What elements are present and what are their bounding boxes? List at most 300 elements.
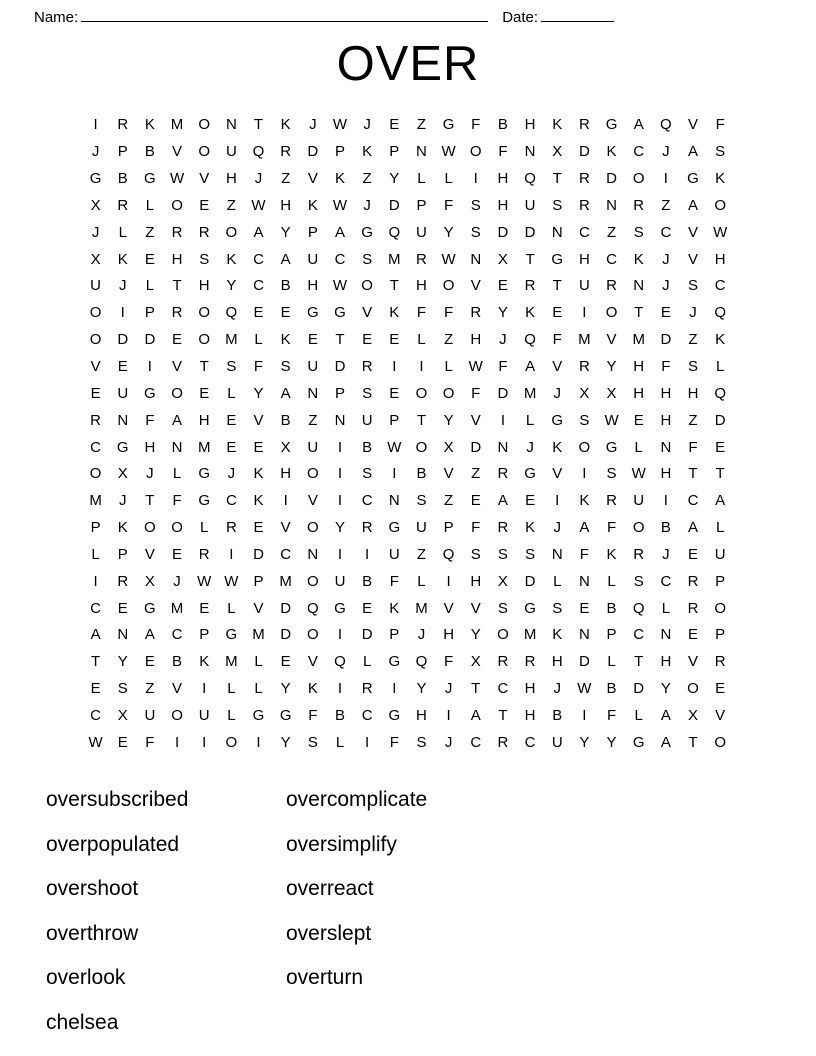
grid-cell[interactable]: L [172, 465, 182, 483]
grid-cell[interactable]: W [441, 143, 456, 161]
grid-cell[interactable]: W [332, 116, 348, 134]
grid-cell[interactable]: B [660, 519, 671, 537]
grid-cell[interactable]: R [497, 519, 509, 537]
date-field[interactable] [502, 8, 614, 26]
grid-cell[interactable]: Q [334, 653, 346, 671]
grid-cell[interactable]: Q [388, 223, 401, 241]
grid-cell[interactable]: E [144, 250, 155, 268]
grid-cell[interactable]: S [362, 250, 373, 268]
grid-cell[interactable]: L [254, 653, 263, 671]
grid-cell[interactable]: K [389, 304, 400, 322]
grid-cell[interactable]: A [525, 358, 536, 376]
grid-cell[interactable]: C [633, 143, 645, 161]
grid-cell[interactable]: Y [606, 733, 617, 751]
grid-cell[interactable]: P [443, 519, 454, 537]
grid-cell[interactable]: M [415, 599, 428, 617]
grid-cell[interactable]: V [688, 250, 699, 268]
grid-cell[interactable]: C [253, 250, 264, 268]
grid-cell[interactable]: O [361, 277, 373, 295]
grid-cell[interactable]: A [660, 706, 671, 724]
grid-cell[interactable]: G [306, 304, 319, 322]
grid-cell[interactable]: D [280, 626, 292, 644]
grid-cell[interactable]: C [497, 680, 509, 698]
grid-cell[interactable]: F [389, 733, 399, 751]
grid-cell[interactable]: N [524, 143, 536, 161]
grid-cell[interactable]: B [497, 116, 508, 134]
grid-cell[interactable]: Y [280, 733, 291, 751]
grid-cell[interactable]: E [715, 438, 726, 456]
grid-cell[interactable]: M [225, 331, 238, 349]
grid-cell[interactable]: L [417, 572, 426, 590]
grid-cell[interactable]: Y [497, 304, 508, 322]
grid-cell[interactable]: K [334, 170, 345, 188]
grid-cell[interactable]: R [497, 733, 509, 751]
grid-cell[interactable]: A [280, 384, 291, 402]
grid-cell[interactable]: I [663, 492, 668, 510]
grid-cell[interactable]: I [555, 492, 560, 510]
grid-cell[interactable]: O [415, 438, 428, 456]
grid-cell[interactable]: M [279, 572, 292, 590]
grid-cell[interactable]: E [226, 438, 237, 456]
grid-cell[interactable]: D [117, 331, 129, 349]
grid-cell[interactable]: J [689, 304, 697, 322]
grid-cell[interactable]: G [144, 599, 156, 617]
grid-cell[interactable]: L [227, 706, 236, 724]
grid-cell[interactable]: A [633, 116, 644, 134]
grid-cell[interactable]: L [91, 545, 100, 563]
grid-cell[interactable]: O [714, 196, 726, 214]
grid-cell[interactable]: A [470, 706, 481, 724]
grid-cell[interactable]: M [388, 250, 401, 268]
grid-cell[interactable]: I [337, 626, 343, 644]
grid-cell[interactable]: M [523, 384, 537, 402]
grid-cell[interactable]: K [253, 465, 264, 483]
grid-cell[interactable]: F [444, 196, 454, 214]
grid-cell[interactable]: N [551, 223, 563, 241]
grid-cell[interactable]: I [202, 733, 207, 751]
grid-cell[interactable]: K [362, 143, 373, 161]
grid-cell[interactable]: S [688, 277, 699, 295]
grid-cell[interactable]: I [93, 572, 98, 590]
grid-cell[interactable]: J [499, 331, 507, 349]
grid-cell[interactable]: M [523, 626, 537, 644]
grid-cell[interactable]: J [118, 492, 127, 510]
grid-cell[interactable]: E [579, 599, 590, 617]
grid-cell[interactable]: J [553, 680, 561, 698]
grid-cell[interactable]: H [198, 411, 210, 429]
grid-cell[interactable]: J [662, 250, 670, 268]
grid-cell[interactable]: D [714, 411, 726, 429]
grid-cell[interactable]: Q [524, 331, 536, 349]
grid-cell[interactable]: U [334, 572, 346, 590]
grid-cell[interactable]: E [362, 599, 373, 617]
grid-cell[interactable]: T [525, 250, 535, 268]
grid-cell[interactable]: V [307, 170, 318, 188]
grid-cell[interactable]: S [552, 196, 563, 214]
grid-cell[interactable]: C [470, 733, 482, 751]
grid-cell[interactable]: K [579, 492, 590, 510]
grid-cell[interactable]: I [663, 170, 668, 188]
grid-cell[interactable]: D [524, 223, 536, 241]
grid-cell[interactable]: D [497, 223, 509, 241]
grid-cell[interactable]: T [253, 116, 264, 134]
grid-cell[interactable]: D [578, 653, 590, 671]
grid-cell[interactable]: E [253, 438, 264, 456]
grid-cell[interactable]: N [551, 545, 563, 563]
grid-cell[interactable]: L [254, 331, 263, 349]
grid-cell[interactable]: S [715, 143, 726, 161]
grid-cell[interactable]: Y [253, 384, 264, 402]
grid-cell[interactable]: I [446, 572, 451, 590]
grid-cell[interactable]: T [172, 277, 182, 295]
grid-cell[interactable]: F [444, 653, 454, 671]
grid-cell[interactable]: T [389, 277, 399, 295]
grid-cell[interactable]: C [334, 250, 346, 268]
date-write-line[interactable] [541, 8, 614, 22]
grid-cell[interactable]: R [90, 411, 101, 429]
grid-cell[interactable]: L [145, 277, 155, 295]
grid-cell[interactable]: C [280, 545, 292, 563]
grid-cell[interactable]: P [334, 384, 345, 402]
grid-cell[interactable]: H [524, 706, 536, 724]
grid-cell[interactable]: V [253, 411, 264, 429]
grid-cell[interactable]: O [687, 680, 699, 698]
grid-cell[interactable]: N [117, 626, 129, 644]
grid-cell[interactable]: U [225, 143, 237, 161]
grid-cell[interactable]: C [606, 250, 617, 268]
grid-cell[interactable]: O [306, 465, 319, 483]
grid-cell[interactable]: I [337, 465, 343, 483]
grid-cell[interactable]: L [200, 519, 209, 537]
grid-cell[interactable]: D [280, 599, 292, 617]
grid-cell[interactable]: J [118, 277, 127, 295]
grid-cell[interactable]: O [578, 438, 591, 456]
grid-cell[interactable]: K [525, 519, 536, 537]
grid-cell[interactable]: W [169, 170, 185, 188]
grid-cell[interactable]: E [280, 304, 291, 322]
grid-cell[interactable]: Z [688, 411, 698, 429]
grid-cell[interactable]: C [578, 223, 590, 241]
grid-cell[interactable]: S [633, 223, 644, 241]
grid-cell[interactable]: Q [252, 143, 265, 161]
grid-cell[interactable]: E [199, 196, 210, 214]
grid-cell[interactable]: O [306, 572, 319, 590]
grid-cell[interactable]: V [172, 680, 183, 698]
grid-cell[interactable]: D [361, 626, 373, 644]
grid-cell[interactable]: J [553, 519, 561, 537]
grid-cell[interactable]: I [147, 358, 152, 376]
grid-cell[interactable]: V [688, 116, 699, 134]
grid-cell[interactable]: I [120, 304, 125, 322]
grid-cell[interactable]: S [470, 545, 481, 563]
grid-cell[interactable]: L [716, 519, 725, 537]
grid-cell[interactable]: T [552, 170, 562, 188]
grid-cell[interactable]: X [443, 438, 454, 456]
grid-cell[interactable]: W [332, 277, 348, 295]
grid-cell[interactable]: O [198, 304, 211, 322]
grid-cell[interactable]: L [607, 653, 616, 671]
grid-cell[interactable]: N [497, 438, 509, 456]
grid-cell[interactable]: J [173, 572, 181, 590]
grid-cell[interactable]: F [606, 519, 617, 537]
grid-cell[interactable]: O [225, 733, 238, 751]
grid-cell[interactable]: S [552, 599, 563, 617]
grid-cell[interactable]: A [280, 250, 291, 268]
grid-cell[interactable]: Q [415, 653, 428, 671]
grid-cell[interactable]: K [552, 116, 563, 134]
grid-cell[interactable]: R [633, 545, 645, 563]
grid-cell[interactable]: F [606, 706, 617, 724]
grid-cell[interactable]: G [632, 733, 645, 751]
name-write-line[interactable] [81, 8, 488, 22]
grid-cell[interactable]: N [117, 411, 129, 429]
grid-cell[interactable]: A [172, 411, 183, 429]
word-list-item[interactable]: oversimplify [286, 832, 397, 856]
grid-cell[interactable]: W [713, 223, 728, 241]
grid-cell[interactable]: M [632, 331, 645, 349]
grid-cell[interactable]: S [307, 733, 318, 751]
grid-cell[interactable]: E [199, 599, 210, 617]
grid-cell[interactable]: C [660, 572, 672, 590]
grid-cell[interactable]: C [714, 277, 726, 295]
grid-cell[interactable]: U [524, 196, 536, 214]
grid-cell[interactable]: O [89, 331, 102, 349]
grid-cell[interactable]: A [90, 626, 101, 644]
word-list-item[interactable]: overcomplicate [286, 788, 428, 811]
grid-cell[interactable]: V [470, 599, 481, 617]
grid-cell[interactable]: O [605, 304, 618, 322]
grid-cell[interactable]: H [416, 277, 427, 295]
grid-cell[interactable]: U [633, 492, 645, 510]
word-list-item[interactable]: chelsea [46, 1010, 119, 1034]
grid-cell[interactable]: O [442, 384, 455, 402]
grid-cell[interactable]: J [526, 438, 534, 456]
grid-cell[interactable]: A [497, 492, 508, 510]
grid-cell[interactable]: Y [443, 411, 454, 429]
grid-cell[interactable]: T [688, 465, 698, 483]
grid-cell[interactable]: E [470, 492, 481, 510]
grid-cell[interactable]: J [91, 143, 100, 161]
grid-cell[interactable]: Y [334, 519, 345, 537]
grid-cell[interactable]: X [688, 706, 699, 724]
grid-cell[interactable]: D [606, 170, 617, 188]
grid-cell[interactable]: I [419, 358, 424, 376]
grid-cell[interactable]: P [389, 411, 400, 429]
grid-cell[interactable]: P [117, 143, 128, 161]
grid-cell[interactable]: J [553, 384, 561, 402]
grid-cell[interactable]: E [90, 680, 101, 698]
grid-cell[interactable]: K [144, 116, 155, 134]
grid-cell[interactable]: L [444, 170, 453, 188]
grid-cell[interactable]: I [256, 733, 261, 751]
grid-cell[interactable]: G [361, 223, 373, 241]
grid-cell[interactable]: L [444, 358, 453, 376]
grid-cell[interactable]: G [198, 492, 211, 510]
grid-cell[interactable]: U [388, 545, 400, 563]
grid-cell[interactable]: F [471, 519, 481, 537]
grid-cell[interactable]: R [687, 572, 699, 590]
grid-cell[interactable]: L [716, 358, 725, 376]
grid-cell[interactable]: I [473, 170, 478, 188]
grid-cell[interactable]: H [225, 170, 237, 188]
grid-cell[interactable]: B [172, 653, 183, 671]
grid-cell[interactable]: T [90, 653, 101, 671]
grid-cell[interactable]: P [389, 143, 400, 161]
grid-cell[interactable]: N [307, 545, 319, 563]
grid-cell[interactable]: K [552, 438, 563, 456]
grid-cell[interactable]: F [145, 411, 155, 429]
grid-cell[interactable]: B [144, 143, 155, 161]
grid-cell[interactable]: A [144, 626, 155, 644]
grid-cell[interactable]: O [306, 626, 319, 644]
grid-cell[interactable]: W [604, 411, 619, 429]
grid-cell[interactable]: V [688, 653, 699, 671]
grid-cell[interactable]: K [633, 250, 644, 268]
grid-cell[interactable]: G [388, 519, 401, 537]
grid-cell[interactable]: A [715, 492, 726, 510]
grid-cell[interactable]: C [90, 599, 101, 617]
grid-cell[interactable]: H [524, 116, 536, 134]
grid-cell[interactable]: Z [444, 331, 454, 349]
grid-cell[interactable]: K [715, 170, 726, 188]
grid-cell[interactable]: O [171, 706, 183, 724]
grid-cell[interactable]: V [172, 143, 183, 161]
grid-cell[interactable]: L [417, 331, 426, 349]
grid-cell[interactable]: R [117, 572, 129, 590]
grid-cell[interactable]: Z [606, 223, 617, 241]
grid-cell[interactable]: I [582, 465, 587, 483]
grid-cell[interactable]: P [606, 626, 617, 644]
grid-cell[interactable]: I [93, 116, 98, 134]
grid-cell[interactable]: V [144, 545, 155, 563]
grid-cell[interactable]: M [170, 599, 184, 617]
grid-cell[interactable]: M [225, 653, 238, 671]
grid-cell[interactable]: L [525, 411, 535, 429]
grid-cell[interactable]: N [171, 438, 183, 456]
grid-cell[interactable]: Z [226, 196, 236, 214]
grid-cell[interactable]: L [661, 599, 671, 617]
grid-cell[interactable]: M [578, 331, 591, 349]
grid-cell[interactable]: S [362, 465, 373, 483]
grid-cell[interactable]: D [470, 438, 482, 456]
grid-cell[interactable]: E [172, 545, 183, 563]
grid-cell[interactable]: V [307, 492, 318, 510]
grid-cell[interactable]: U [416, 519, 427, 537]
grid-cell[interactable]: I [174, 733, 180, 751]
grid-cell[interactable]: O [714, 599, 726, 617]
grid-cell[interactable]: E [280, 653, 291, 671]
grid-cell[interactable]: N [388, 492, 400, 510]
grid-cell[interactable]: A [334, 223, 345, 241]
grid-cell[interactable]: C [660, 223, 672, 241]
grid-cell[interactable]: L [118, 223, 127, 241]
grid-cell[interactable]: X [90, 196, 101, 214]
grid-cell[interactable]: V [552, 465, 563, 483]
grid-cell[interactable]: D [334, 358, 346, 376]
grid-cell[interactable]: D [144, 331, 156, 349]
grid-cell[interactable]: T [715, 465, 725, 483]
grid-cell[interactable]: B [552, 706, 563, 724]
grid-cell[interactable]: H [416, 706, 427, 724]
grid-cell[interactable]: F [253, 358, 264, 376]
grid-cell[interactable]: A [688, 196, 699, 214]
grid-cell[interactable]: N [633, 277, 645, 295]
grid-cell[interactable]: A [688, 519, 699, 537]
grid-cell[interactable]: O [144, 519, 156, 537]
grid-cell[interactable]: O [198, 116, 211, 134]
grid-cell[interactable]: E [552, 304, 563, 322]
grid-cell[interactable]: C [90, 438, 101, 456]
grid-cell[interactable]: J [146, 465, 154, 483]
grid-cell[interactable]: K [117, 250, 128, 268]
grid-cell[interactable]: D [307, 143, 319, 161]
grid-cell[interactable]: E [362, 331, 373, 349]
grid-cell[interactable]: G [144, 170, 156, 188]
grid-cell[interactable]: X [280, 438, 291, 456]
grid-cell[interactable]: H [660, 384, 672, 402]
grid-cell[interactable]: H [443, 626, 455, 644]
grid-cell[interactable]: E [688, 626, 699, 644]
grid-cell[interactable]: E [660, 304, 671, 322]
grid-cell[interactable]: S [117, 680, 128, 698]
grid-cell[interactable]: H [470, 331, 482, 349]
grid-cell[interactable]: V [606, 331, 617, 349]
grid-cell[interactable]: C [253, 277, 264, 295]
word-list-item[interactable]: overreact [286, 877, 374, 900]
grid-cell[interactable]: O [442, 277, 455, 295]
grid-cell[interactable]: E [117, 733, 128, 751]
grid-cell[interactable]: V [362, 304, 373, 322]
word-search-grid[interactable] [82, 112, 734, 756]
grid-cell[interactable]: B [280, 411, 291, 429]
grid-cell[interactable]: R [497, 465, 509, 483]
grid-cell[interactable]: L [254, 680, 263, 698]
grid-cell[interactable]: D [497, 384, 509, 402]
grid-cell[interactable]: G [388, 653, 401, 671]
grid-cell[interactable]: R [225, 519, 237, 537]
grid-cell[interactable]: C [524, 733, 536, 751]
grid-cell[interactable]: E [525, 492, 536, 510]
grid-cell[interactable]: S [525, 545, 536, 563]
grid-cell[interactable]: S [688, 358, 699, 376]
grid-cell[interactable]: F [498, 358, 508, 376]
grid-cell[interactable]: T [634, 304, 644, 322]
grid-cell[interactable]: H [660, 411, 672, 429]
grid-cell[interactable]: G [605, 438, 618, 456]
grid-cell[interactable]: H [280, 465, 292, 483]
grid-cell[interactable]: Z [661, 196, 671, 214]
grid-cell[interactable]: Q [660, 116, 672, 134]
grid-cell[interactable]: B [362, 572, 373, 590]
grid-cell[interactable]: Z [145, 680, 155, 698]
grid-cell[interactable]: F [471, 116, 481, 134]
grid-cell[interactable]: Q [524, 170, 536, 188]
grid-cell[interactable]: N [660, 626, 672, 644]
grid-cell[interactable]: R [361, 680, 373, 698]
grid-cell[interactable]: H [524, 680, 536, 698]
grid-cell[interactable]: E [253, 304, 264, 322]
grid-cell[interactable]: F [715, 116, 725, 134]
grid-cell[interactable]: F [688, 438, 698, 456]
grid-cell[interactable]: L [227, 384, 236, 402]
grid-cell[interactable]: K [307, 196, 318, 214]
grid-cell[interactable]: G [225, 626, 238, 644]
grid-cell[interactable]: A [253, 223, 264, 241]
grid-cell[interactable]: U [307, 250, 319, 268]
grid-cell[interactable]: Z [145, 223, 155, 241]
grid-cell[interactable]: V [172, 358, 183, 376]
grid-cell[interactable]: U [307, 358, 319, 376]
